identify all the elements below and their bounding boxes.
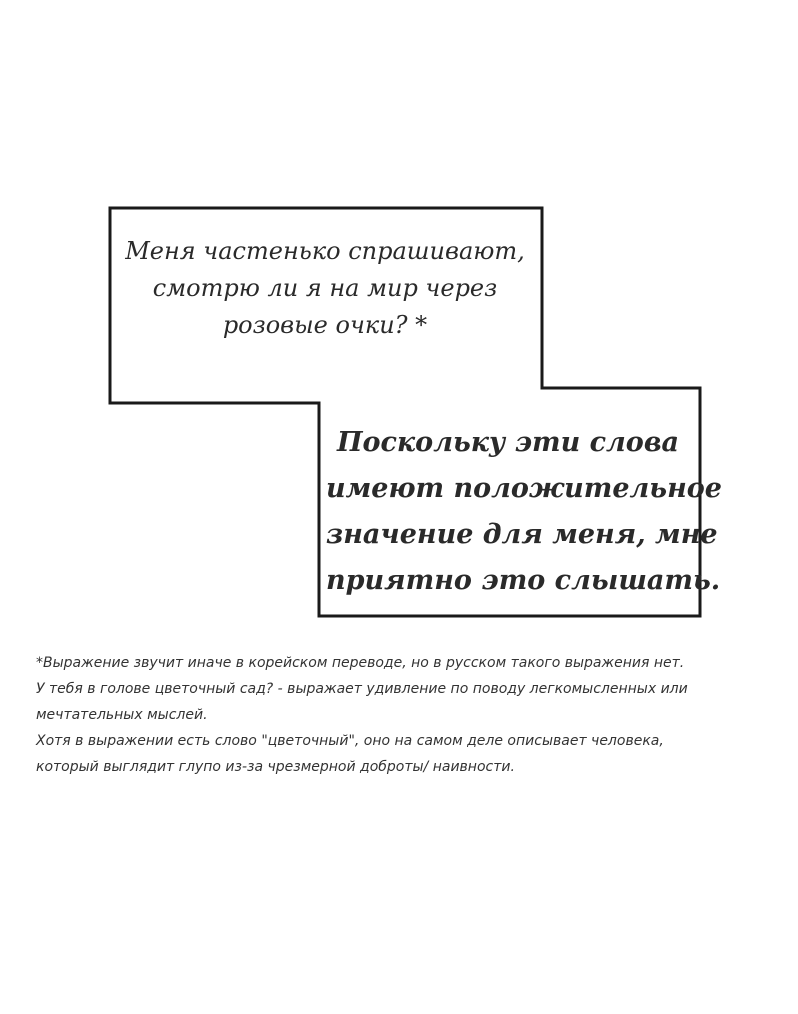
speech-box-1-text (118, 233, 532, 344)
speech-box-2-line: приятно это слышать. (326, 565, 721, 596)
footnote-line: У тебя в голове цветочный сад? - выражает удивление по поводу легкомысленных или (36, 681, 688, 697)
footnote-line: Хотя в выражении есть слово "цветочный", оно на самом деле описывает человека, (36, 733, 664, 749)
speech-box-2-line: Поскольку эти слова (336, 427, 680, 458)
speech-box-2-line: значение для меня, мне (326, 519, 718, 550)
speech-box-1-line: Меня частенько спрашивают, (125, 237, 525, 265)
speech-box-1-line: розовые очки? * (222, 311, 428, 339)
footnote-line: мечтательных мыслей. (36, 707, 208, 723)
speech-box-2-line: имеют положительное (326, 473, 722, 504)
speech-box-1-line: смотрю ли я на мир через (152, 274, 498, 302)
footnote-line: который выглядит глупо из-за чрезмерной доброты/ наивности. (36, 759, 515, 775)
translator-footnote (36, 650, 776, 780)
footnote-line: *Выражение звучит иначе в корейском переводе, но в русском такого выражения нет. (36, 655, 685, 671)
speech-box-2-text (326, 420, 722, 604)
